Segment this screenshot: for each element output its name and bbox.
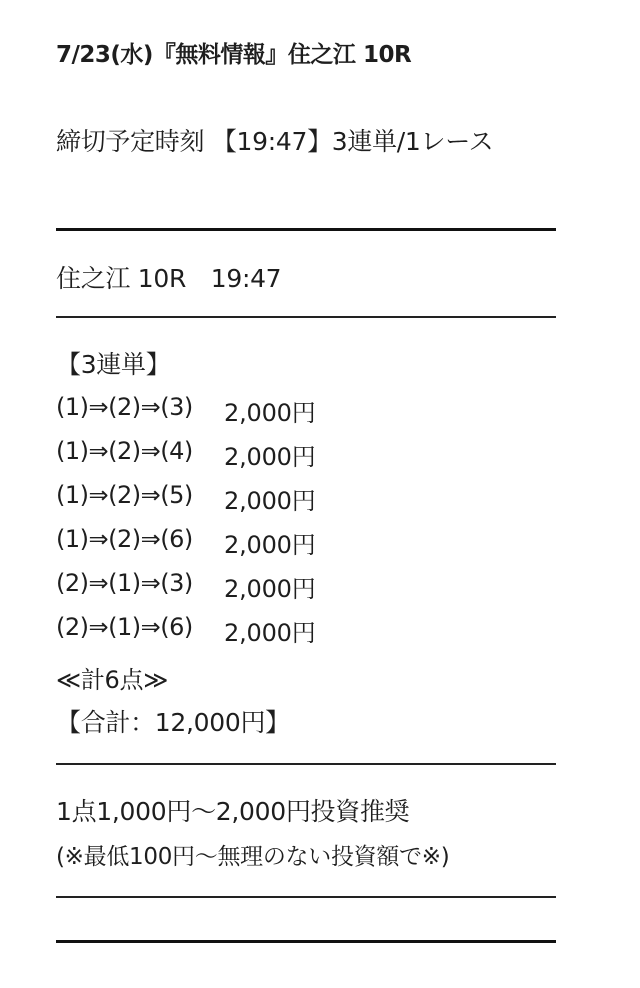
bet-count: ≪計6点≫ <box>56 666 169 694</box>
bet-total: 【合計：12,000円】 <box>56 708 290 737</box>
bet-combination: (1)⇒(2)⇒(5) <box>56 481 193 509</box>
bet-combination: (1)⇒(2)⇒(3) <box>56 393 193 421</box>
bet-row <box>56 569 316 604</box>
page-title: 7/23(水)『無料情報』住之江 10R <box>56 42 412 68</box>
bet-amount: 2,000円 <box>224 399 316 427</box>
divider <box>56 940 556 943</box>
bet-row <box>56 525 316 560</box>
bet-amount: 2,000円 <box>224 575 316 603</box>
bet-combination: (2)⇒(1)⇒(3) <box>56 569 193 597</box>
divider <box>56 763 556 765</box>
race-info: 住之江 10R 19:47 <box>56 264 282 293</box>
bet-row <box>56 613 316 648</box>
bet-combination: (2)⇒(1)⇒(6) <box>56 613 193 641</box>
bet-combination: (1)⇒(2)⇒(6) <box>56 525 193 553</box>
investment-note: (※最低100円～無理のない投資額で※) <box>56 844 450 870</box>
bet-row <box>56 437 316 472</box>
investment-advice: 1点1,000円～2,000円投資推奨 <box>56 797 410 826</box>
bet-combination: (1)⇒(2)⇒(4) <box>56 437 193 465</box>
divider <box>56 316 556 318</box>
bet-amount: 2,000円 <box>224 531 316 559</box>
bet-row <box>56 393 316 428</box>
bet-amount: 2,000円 <box>224 487 316 515</box>
divider <box>56 228 556 231</box>
divider <box>56 896 556 898</box>
deadline-text: 締切予定時刻 【19:47】3連単/1レース <box>56 127 494 156</box>
bet-type-heading: 【3連単】 <box>56 350 171 379</box>
bet-amount: 2,000円 <box>224 619 316 647</box>
bet-row <box>56 481 316 516</box>
bet-amount: 2,000円 <box>224 443 316 471</box>
